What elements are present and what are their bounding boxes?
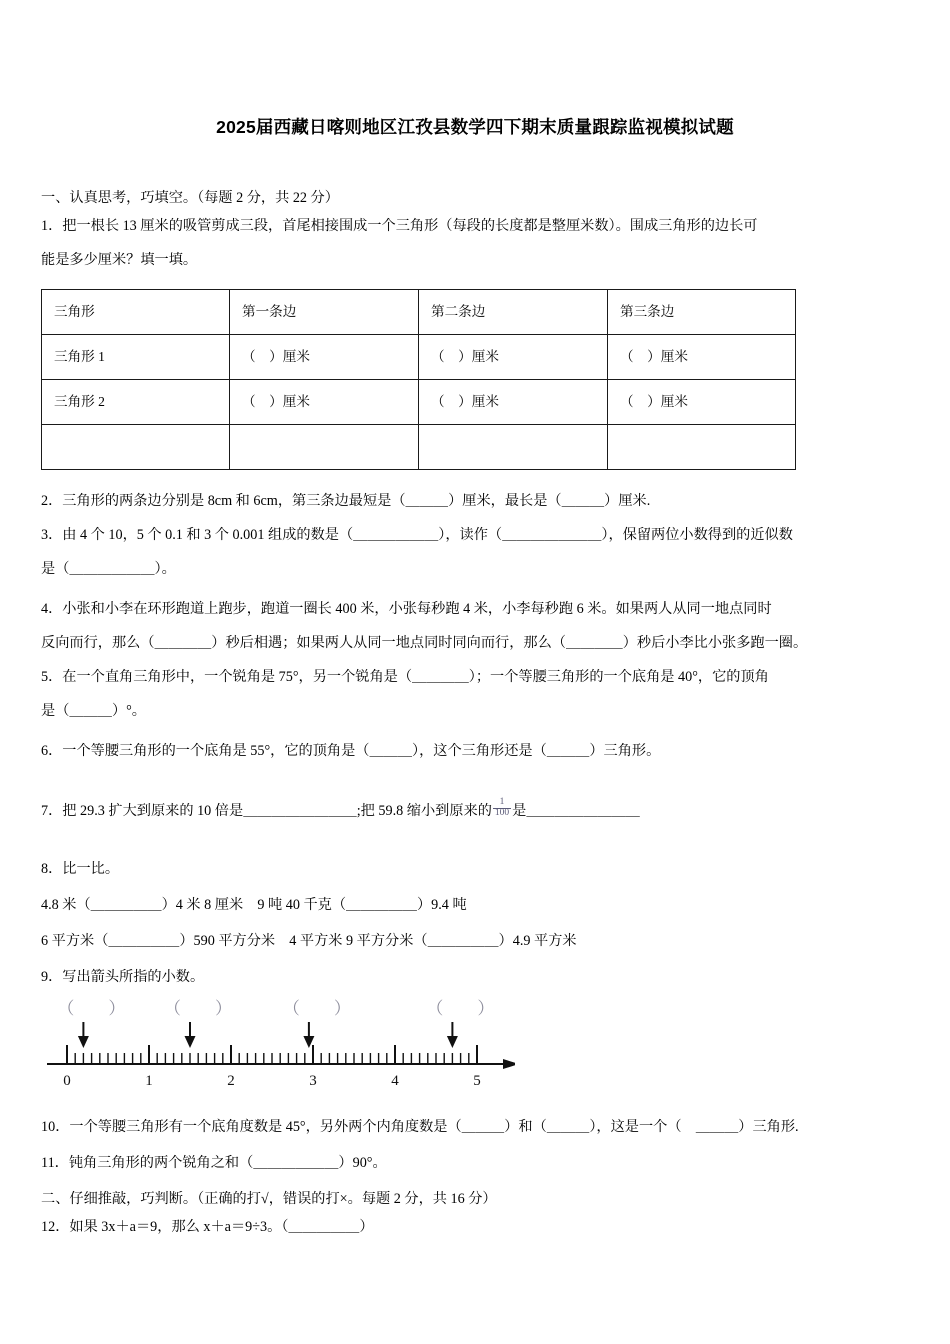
question-9-prompt: 9．写出箭头所指的小数。 (41, 969, 205, 986)
table-cell-empty[interactable] (419, 424, 608, 469)
table-cell-blank[interactable]: （ ）厘米 (230, 334, 419, 379)
question-7-prefix: 7．把 29.3 扩大到原来的 10 倍是 (41, 802, 244, 819)
table-cell: 三角形 1 (42, 334, 230, 379)
table-cell-empty[interactable] (608, 424, 796, 469)
number-line-arrow (447, 1022, 458, 1048)
number-line-tick-label: 0 (63, 1073, 71, 1090)
table-cell-empty[interactable] (42, 424, 230, 469)
number-line-blank-row (45, 994, 515, 1020)
page-content (41, 0, 909, 1238)
table-cell-blank[interactable]: （ ）厘米 (608, 379, 796, 424)
question-10: 10．一个等腰三角形有一个底角度数是 45°，另外两个内角度数是（＿＿＿）和（＿＿＿），这是一个（ ＿＿＿）三角形. (41, 1119, 799, 1136)
table-cell: 三角形 2 (42, 379, 230, 424)
number-line-figure (45, 994, 515, 1106)
question-7-blank-2[interactable]: ＿＿＿＿＿＿＿＿ (526, 802, 640, 819)
table-header-row (42, 289, 796, 334)
number-line-arrow (185, 1022, 196, 1048)
question-5-line-2: 是（＿＿＿）°。 (41, 702, 146, 719)
page-title: 2025届西藏日喀则地区江孜县数学四下期末质量跟踪监视模拟试题 (216, 117, 734, 137)
fraction-numerator: 1 (493, 798, 511, 809)
table-cell-empty[interactable] (230, 424, 419, 469)
number-line-tick-label: 5 (473, 1073, 481, 1090)
table-cell-blank[interactable]: （ ）厘米 (230, 379, 419, 424)
question-7-blank-1[interactable]: ＿＿＿＿＿＿＿＿ (243, 802, 357, 819)
question-3-line-1: 3．由 4 个 10，5 个 0.1 和 3 个 0.001 组成的数是（＿＿＿＿＿＿），读作（＿＿＿＿＿＿＿），保留两位小数得到的近似数 (41, 526, 793, 543)
number-line-tick-label: 1 (145, 1073, 153, 1090)
question-8-line-1: 4.8 米（＿＿＿＿＿）4 米 8 厘米 9 吨 40 千克（＿＿＿＿＿）9.4 吨 (41, 897, 467, 914)
question-7-middle: ;把 59.8 缩小到原来的 (356, 802, 492, 819)
question-6: 6．一个等腰三角形的一个底角是 55°，它的顶角是（＿＿＿），这个三角形还是（＿＿＿）三角形。 (41, 742, 661, 759)
number-line-answer-blank[interactable]: （ ） (426, 999, 495, 1019)
number-line-svg (45, 1018, 515, 1098)
number-line-arrow (78, 1022, 89, 1048)
table-row (42, 379, 796, 424)
table-header-cell: 第一条边 (230, 289, 419, 334)
table-cell-blank[interactable]: （ ）厘米 (608, 334, 796, 379)
fraction-one-hundredth (493, 798, 511, 819)
section-heading-1: 一、认真思考，巧填空。（每题 2 分，共 22 分） (41, 189, 339, 206)
table-row (42, 334, 796, 379)
number-line-answer-blank[interactable]: （ ） (282, 999, 351, 1019)
number-line-tick-label: 4 (391, 1073, 399, 1090)
question-4-line-2: 反向而行，那么（＿＿＿＿）秒后相遇；如果两人从同一地点同时同向而行，那么（＿＿＿＿）秒后小李比小张多跑一圈。 (41, 634, 808, 651)
question-8-prompt: 8．比一比。 (41, 861, 120, 878)
table-header-cell: 第二条边 (419, 289, 608, 334)
question-1-line-2: 能是多少厘米？填一填。 (41, 251, 198, 268)
question-4-line-1: 4．小张和小李在环形跑道上跑步，跑道一圈长 400 米，小张每秒跑 4 米，小李每秒跑 6 米。如果两人从同一地点同时 (41, 600, 772, 617)
fraction-denominator: 100 (494, 808, 510, 819)
table-cell-blank[interactable]: （ ）厘米 (419, 379, 608, 424)
question-2: 2．三角形的两条边分别是 8cm 和 6cm，第三条边最短是（＿＿＿）厘米，最长是（＿＿＿）厘米. (41, 492, 651, 509)
number-line-tick-label: 2 (227, 1073, 235, 1090)
table-header-cell: 第三条边 (608, 289, 796, 334)
triangle-table (41, 289, 796, 470)
table-row-empty (42, 424, 796, 469)
question-8-line-2: 6 平方米（＿＿＿＿＿）590 平方分米 4 平方米 9 平方分米（＿＿＿＿＿）4.9 平方米 (41, 933, 577, 950)
question-3-line-2: 是（＿＿＿＿＿＿）。 (41, 560, 176, 577)
question-1-line-1: 1．把一根长 13 厘米的吸管剪成三段，首尾相接围成一个三角形（每段的长度都是整厘米数）。围成三角形的边长可 (41, 217, 758, 234)
number-line-answer-blank[interactable]: （ ） (164, 999, 232, 1019)
section-heading-2: 二、仔细推敲，巧判断。（正确的打√，错误的打×。每题 2 分，共 16 分） (41, 1191, 497, 1208)
number-line-arrow (303, 1022, 314, 1048)
question-11: 11．钝角三角形的两个锐角之和（＿＿＿＿＿＿）90°。 (41, 1155, 387, 1172)
question-12: 12．如果 3x＋a＝9，那么 x＋a＝9÷3。（＿＿＿＿＿） (41, 1219, 374, 1236)
number-line-answer-blank[interactable]: （ ） (57, 999, 126, 1019)
question-7-suffix: 是 (512, 802, 527, 819)
table-header-cell: 三角形 (42, 289, 230, 334)
question-7 (41, 797, 909, 822)
table-cell-blank[interactable]: （ ）厘米 (419, 334, 608, 379)
number-line-tick-label: 3 (309, 1073, 317, 1090)
question-5-line-1: 5．在一个直角三角形中，一个锐角是 75°，另一个锐角是（＿＿＿＿）；一个等腰三角形的一个底角是 40°，它的顶角 (41, 668, 769, 685)
